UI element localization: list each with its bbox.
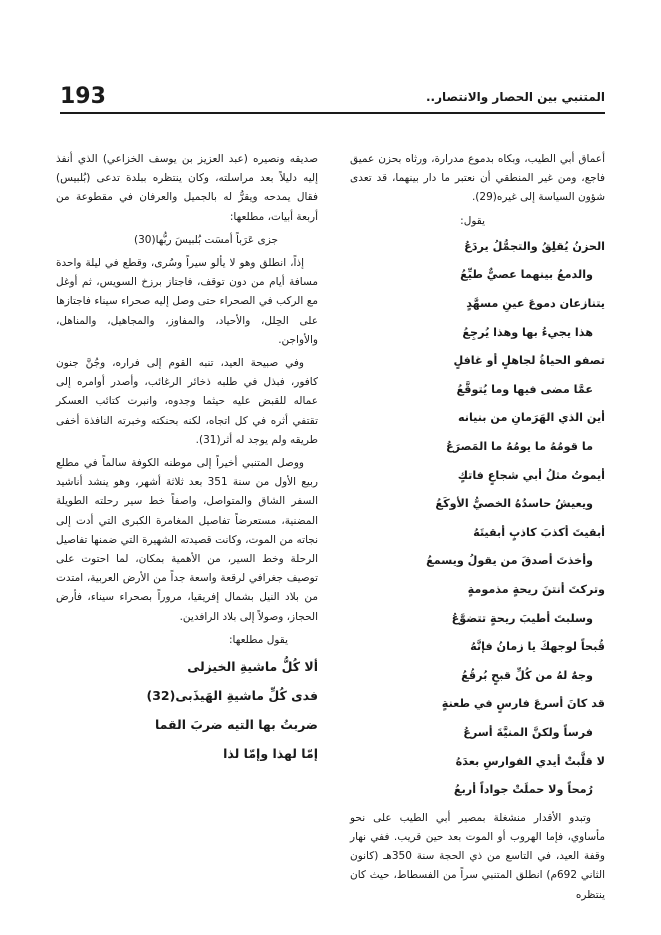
paragraph: وفي صبيحة العيد، تنبه القوم إلى فراره، وجُنَّ جنون كافور، فبذل في طلبه ذخائر الرغائب، وأصدر أوامره إلى عماله للقبض عليه حيثما وجدوه، وانبرت كتائب العسكر تقتفي أثره في كل اتجاه، لكنه بحنكته وخبرته النافذة أخفى طريقه ولم يوجد له أثر(31).	[56, 357, 318, 446]
verse-line: يتنازعان دموعَ عينِ مسهَّدٍ	[466, 297, 605, 310]
verse-line: أيموتُ مثلُ أبي شجاعٍ فاتكٍ	[457, 468, 605, 482]
verse-line: ويعيشُ حاسدُهُ الخصيُّ الأوكَعُ	[435, 497, 593, 511]
verse-line: عمَّا مضى فيها وما يُتوقَّعُ	[456, 382, 593, 396]
paragraph: إذاً، انطلق وهو لا يألو سيراً وسُرى، وقطع في ليلة واحدة مسافة أيام من دون توقف، فاجتاز برزخ السويس، ثم أوغل مع الركب في الصحراء حتى وصل إليه صحراء سيناء فاجتازها على الحِلل، والأحياد، والمفاوز، والمجاهيل، والمناهل، والأواجن.	[56, 257, 318, 346]
verse-line: هذا يجيءُ بها وهذا يُرجِعُ	[462, 325, 593, 339]
poem-verses	[56, 654, 318, 766]
verse-line: تصفو الحياةُ لجاهلٍ أو غافلٍ	[453, 354, 605, 368]
page-header	[60, 84, 605, 110]
verse-line: أين الذي الهَرَمانِ من بنيانه	[457, 411, 605, 425]
verse-label: يقول:	[460, 214, 485, 227]
verse-line: وجهٌ لهُ من كُلِّ قبحٍ بُرقُعُ	[461, 668, 593, 682]
verse-line: قد كانَ أسرعَ فارسٍ في طعنةٍ	[441, 697, 605, 711]
poem-verses	[350, 235, 605, 803]
page-number: 193	[60, 84, 106, 109]
verse-line: إمّا لهذا وإمّا لذا	[223, 746, 318, 762]
closing-paragraph: وتبدو الأقدار منشغلة بمصير أبي الطيب على نحو مأساوي، فإما الهروب أو الموت بعد حين قريب. ففي نهار وقفة العيد، في التاسع من ذي الحجة سنة 350هـ (كانون الثاني 692م) انطلق المتنبي سراً من الفسطاط، حيث كان ينتظره	[350, 811, 605, 901]
verse-line: وتركتَ أنتنَ ريحةٍ مذمومةٍ	[467, 582, 605, 596]
verse-line: رُمحاً ولا حملَتْ جواداً أربعُ	[453, 783, 593, 797]
verse-line: ضربتُ بها التيه ضربَ القما	[154, 717, 318, 733]
verse-line: فرساً ولكنَّ المنيَّةَ أسرعُ	[463, 725, 593, 739]
paragraph: ووصل المتنبي أخيراً إلى موطنه الكوفة سالماً في مطلع ربيع الأول من سنة 351 بعد ثلاثة أشهر، وهو ينشد أناشيد السفر الشاق والمتواصل، واصفاً خط سير رحلته الطويلة المضنية، مستعرضاً تفاصيل المغامرة الكبرى التي أدت إلى نجاته من الموت، وكانت قصيدته الشهيرة التي ضمنها تفاصيل الرحلة وخط السير، من الأهمية بمكان، لما احتوت على توصيف جغرافي لرقعة واسعة جداً من الأرض العربية، امتدت من بلاد النيل بشمال إفريقيا، مروراً بصحراء سيناء، فأرض الحجاز، وصولاً إلى بلاد الرافدين.	[56, 457, 318, 623]
right-column	[350, 150, 605, 909]
verse-line: الحزنُ يُقلِقُ والتجمُّلُ يردَعُ	[464, 239, 605, 253]
verse-line: وأخذتَ أصدقَ من يقولُ ويسمعُ	[426, 554, 593, 568]
paragraph: صديقه ونصيره (عبد العزيز بن يوسف الخزاعي) الذي أنفذ إليه دليلاً بعد مراسلته، وكان ينتظره ببلدة تدعى (بُلبيس) فقال يمدحه ويقرُّ له بالجميل والعرفان في مقطوعة من أربعة أبيات، مطلعها:	[56, 153, 318, 223]
intro-paragraph: أعماق أبي الطيب، وبكاه بدموع مدرارة، ورثاه بحزن عميق فاجع، ومن غير المنطقي أن نعتبر ما دار بينهما، قد تعدى شؤون السياسة إلى غيره(29).	[350, 153, 605, 204]
verse-line: أبقيتَ أكذبَ كاذبٍ أبقيتَهُ	[473, 525, 605, 539]
verse-line: والدمعُ بينهما عصيٌّ طيِّعُ	[460, 268, 593, 282]
verse-line: فدى كُلِّ ماشيةِ الهَيذَبى(32)	[146, 688, 318, 704]
verse-label: يقول مطلعها:	[229, 633, 288, 646]
verse-line: قُبحاً لوجهكَ يا زمانُ فإنَّهُ	[470, 640, 605, 654]
running-title: المتنبي بين الحصار والانتصار..	[425, 90, 605, 104]
verse-line: ما قومُهُ ما يومُهُ ما المَصرَعُ	[446, 439, 593, 453]
verse-line: لا قلَّبتْ أيدي الفوارسِ بعدَهُ	[455, 754, 605, 768]
quoted-verse: جزى عَرَباً أمسَت بُلبيسَ ربُّها(30)	[134, 233, 278, 246]
header-rule	[60, 112, 605, 114]
verse-line: ألا كُلُّ ماشيةِ الخيزلى	[187, 659, 318, 675]
left-column	[56, 150, 318, 770]
verse-line: وسلبتَ أطيبَ ريحةٍ تتضوَّعُ	[451, 611, 593, 625]
